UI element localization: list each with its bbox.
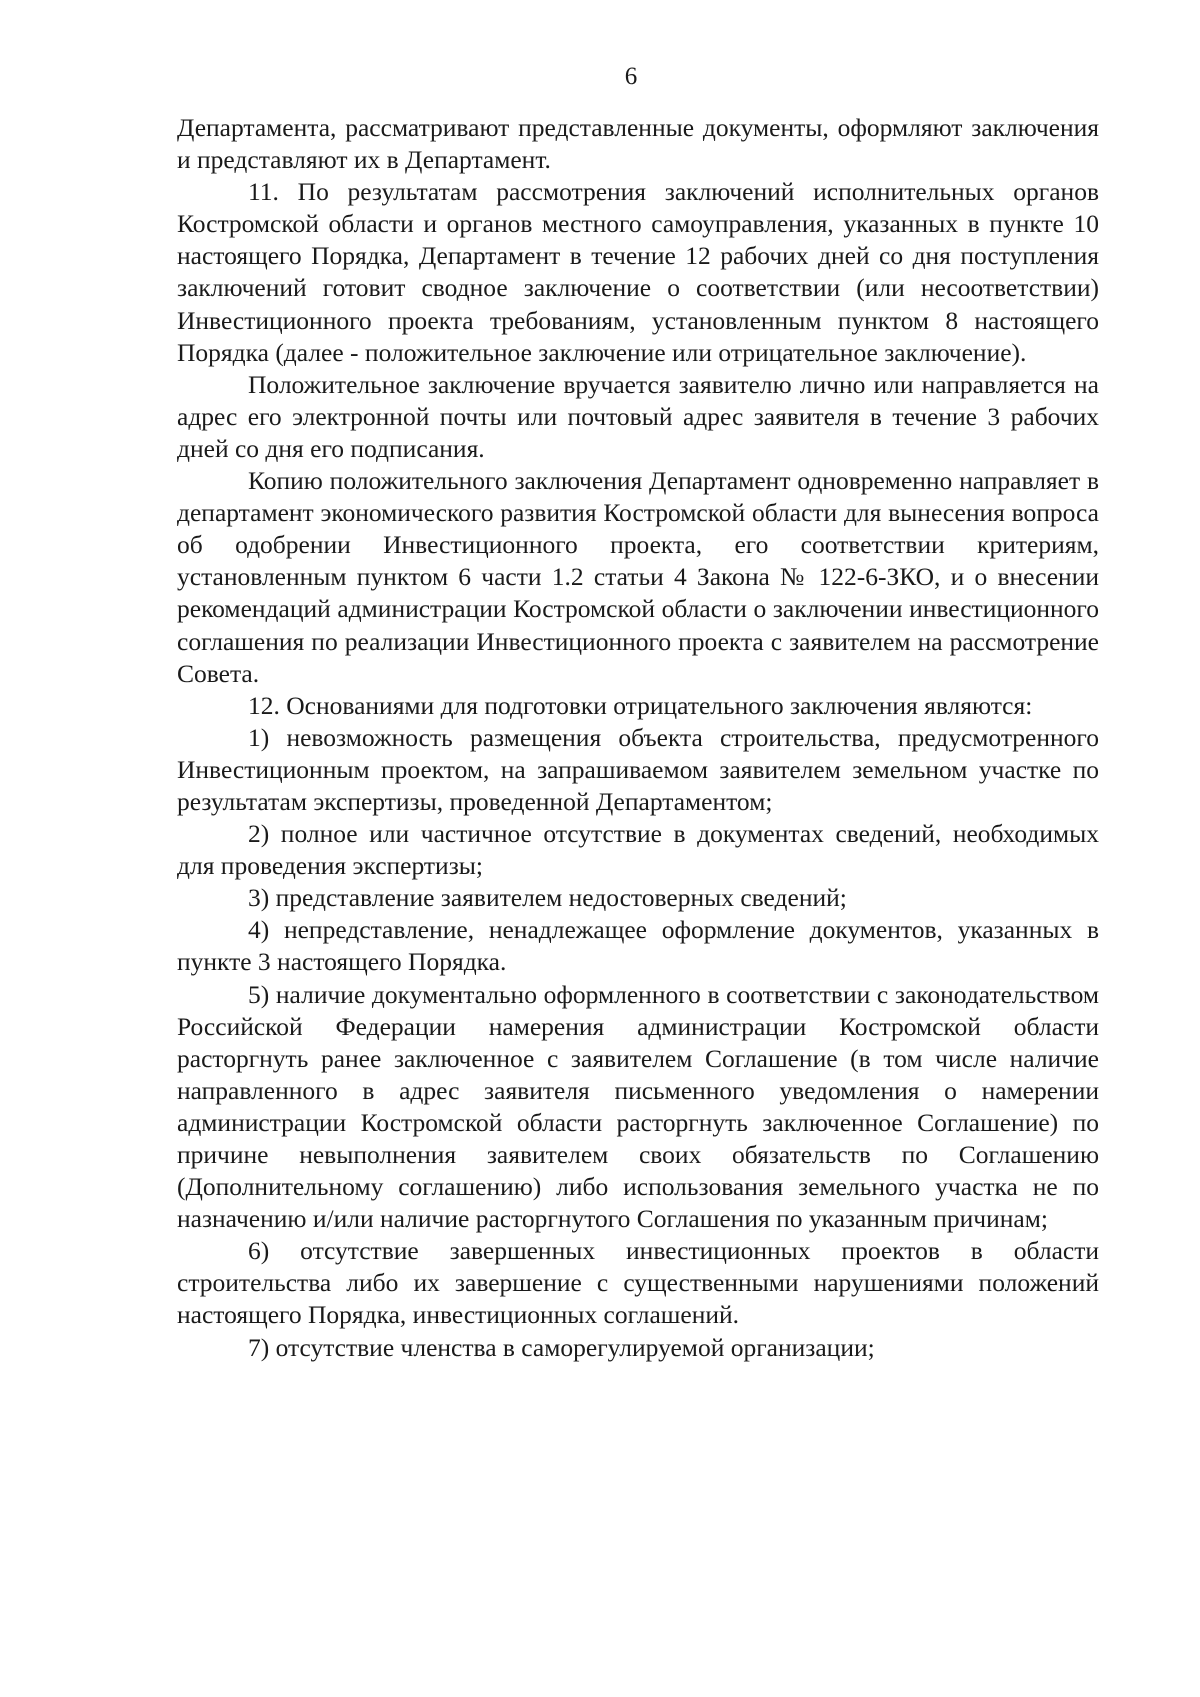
paragraph-item-12: 12. Основаниями для подготовки отрицательного заключения являются: [248,690,1033,720]
list-item-4: 4) непредставление, ненадлежащее оформление документов, указанных в пункте 3 настоящего Порядка. [177,915,1099,977]
list-item-7: 7) отсутствие членства в саморегулируемой организации; [248,1332,875,1362]
list-item-2: 2) полное или частичное отсутствие в документах сведений, необходимых для проведения экспертизы; [177,819,1099,881]
list-item-3: 3) представление заявителем недостоверных сведений; [248,883,847,913]
paragraph-item-11: 11. По результатам рассмотрения заключений исполнительных органов Костромской области и органов местного самоуправления, указанных в пункте 10 настоящего Порядка, Департамент в течение 12 рабочих дней со дня поступления заключений готовит сводное заключение о соответствии (или несоответствии) Инвестиционного проекта требованиям, установленным пунктом 8 настоящего Порядка (далее - положительное заключение или отрицательное заключение). [177,177,1099,367]
document-body [177,112,1099,1364]
paragraph-continuation: Департамента, рассматривают представленные документы, оформляют заключения и представляют их в Департамент. [177,113,1099,175]
list-item-5: 5) наличие документально оформленного в соответствии с законодательством Российской Федерации намерения администрации Костромской области расторгнуть ранее заключенное с заявителем Соглашение (в том числе наличие направленного в адрес заявителя письменного уведомления о намерении администрации Костромской области расторгнуть заключенное Соглашение) по причине невыполнения заявителем своих обязательств по Соглашению (Дополнительному соглашению) либо использования земельного участка не по назначению и/или наличие расторгнутого Соглашения по указанным причинам; [177,979,1099,1234]
paragraph-copy-conclusion: Копию положительного заключения Департамент одновременно направляет в департамент экономического развития Костромской области для вынесения вопроса об одобрении Инвестиционного проекта, его соответствии критериям, установленным пунктом 6 части 1.2 статьи 4 Закона № 122-6-ЗКО, и о внесении рекомендаций администрации Костромской области о заключении инвестиционного соглашения по реализации Инвестиционного проекта с заявителем на рассмотрение Совета. [177,466,1099,688]
paragraph-positive-conclusion: Положительное заключение вручается заявителю лично или направляется на адрес его электронной почты или почтовый адрес заявителя в течение 3 рабочих дней со дня его подписания. [177,369,1099,463]
list-item-6: 6) отсутствие завершенных инвестиционных проектов в области строительства либо их завершение с существенными нарушениями положений настоящего Порядка, инвестиционных соглашений. [177,1236,1099,1330]
list-item-1: 1) невозможность размещения объекта строительства, предусмотренного Инвестиционным проектом, на запрашиваемом заявителем земельном участке по результатам экспертизы, проведенной Департаментом; [177,722,1099,816]
page-number: 6 [624,63,638,90]
